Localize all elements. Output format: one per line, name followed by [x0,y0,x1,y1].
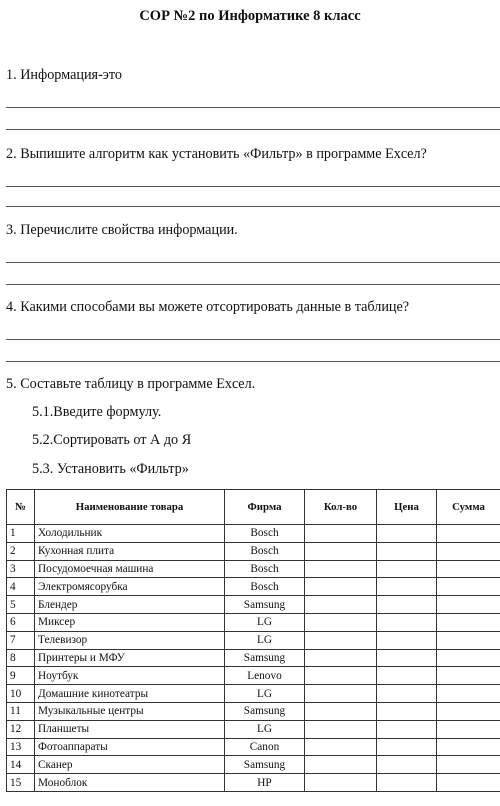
header-product-name: Наименование товара [35,490,225,525]
question-2: 2. Выпишите алгоритм как установить «Фильтр» в программе Excел? [6,146,427,162]
row-quantity [305,613,377,631]
row-sum [437,702,500,720]
row-firm: LG [225,720,305,738]
row-sum [437,596,500,614]
row-price [377,649,437,667]
row-product-name: Телевизор [35,631,225,649]
table-row [7,560,500,578]
row-quantity [305,631,377,649]
table-row [7,738,500,756]
row-price [377,756,437,774]
row-price [377,774,437,792]
row-number: 3 [7,560,35,578]
row-number: 9 [7,667,35,685]
row-quantity [305,720,377,738]
table-row [7,667,500,685]
answer-line [6,284,500,285]
subtask-5-1: 5.1.Введите формулу. [32,404,162,420]
row-sum [437,649,500,667]
row-number: 2 [7,542,35,560]
row-price [377,613,437,631]
row-sum [437,756,500,774]
row-quantity [305,667,377,685]
row-firm: Bosch [225,525,305,543]
row-sum [437,631,500,649]
row-firm: Lenovo [225,667,305,685]
row-sum [437,613,500,631]
row-number: 1 [7,525,35,543]
row-quantity [305,756,377,774]
row-price [377,525,437,543]
row-price [377,596,437,614]
row-product-name: Электромясорубка [35,578,225,596]
row-sum [437,685,500,703]
row-price [377,685,437,703]
row-firm: Bosch [225,560,305,578]
table-row [7,613,500,631]
answer-line [6,186,500,187]
row-sum [437,774,500,792]
answer-line [6,361,500,362]
row-number: 10 [7,685,35,703]
table-row [7,685,500,703]
row-product-name: Миксер [35,613,225,631]
row-product-name: Блендер [35,596,225,614]
row-number: 8 [7,649,35,667]
table-row [7,649,500,667]
row-product-name: Кухонная плита [35,542,225,560]
row-sum [437,720,500,738]
question-1: 1. Информация-это [6,67,123,83]
row-product-name: Сканер [35,756,225,774]
row-firm: LG [225,631,305,649]
row-price [377,738,437,756]
row-firm: Bosch [225,542,305,560]
row-number: 13 [7,738,35,756]
subtask-5-3: 5.3. Установить «Фильтр» [32,461,189,477]
row-number: 12 [7,720,35,738]
row-firm: Samsung [225,596,305,614]
row-number: 5 [7,596,35,614]
row-quantity [305,702,377,720]
row-product-name: Домашние кинотеатры [35,685,225,703]
row-number: 7 [7,631,35,649]
row-firm: LG [225,685,305,703]
answer-line [6,107,500,108]
row-firm: Samsung [225,756,305,774]
row-sum [437,578,500,596]
table-row [7,756,500,774]
table-row [7,596,500,614]
row-price [377,667,437,685]
answer-line [6,129,500,130]
row-quantity [305,649,377,667]
products-table [6,489,500,792]
table-row [7,774,500,792]
header-price: Цена [377,490,437,525]
subtask-5-2: 5.2.Сортировать от А до Я [32,432,192,448]
row-sum [437,560,500,578]
row-product-name: Холодильник [35,525,225,543]
document-title: СОР №2 по Информатике 8 класс [139,8,361,24]
row-quantity [305,525,377,543]
row-number: 14 [7,756,35,774]
header-quantity: Кол-во [305,490,377,525]
row-product-name: Принтеры и МФУ [35,649,225,667]
row-number: 11 [7,702,35,720]
row-product-name: Музыкальные центры [35,702,225,720]
table-row [7,525,500,543]
row-product-name: Посудомоечная машина [35,560,225,578]
row-product-name: Ноутбук [35,667,225,685]
row-quantity [305,578,377,596]
row-number: 4 [7,578,35,596]
header-sum: Сумма [437,490,500,525]
row-price [377,578,437,596]
question-4: 4. Какими способами вы можете отсортировать данные в таблице? [6,299,410,315]
row-price [377,631,437,649]
table-row [7,720,500,738]
row-quantity [305,596,377,614]
row-firm: Samsung [225,702,305,720]
answer-line [6,206,500,207]
row-sum [437,542,500,560]
row-price [377,542,437,560]
row-quantity [305,738,377,756]
row-firm: Samsung [225,649,305,667]
row-firm: Canon [225,738,305,756]
row-quantity [305,542,377,560]
table-row [7,631,500,649]
row-product-name: Планшеты [35,720,225,738]
row-quantity [305,774,377,792]
answer-line [6,262,500,263]
question-5: 5. Составьте таблицу в программе Excел. [6,376,256,392]
row-price [377,720,437,738]
header-number: № [7,490,35,525]
row-sum [437,525,500,543]
answer-line [6,339,500,340]
row-quantity [305,560,377,578]
row-product-name: Фотоаппараты [35,738,225,756]
header-firm: Фирма [225,490,305,525]
row-product-name: Моноблок [35,774,225,792]
table-row [7,542,500,560]
row-firm: LG [225,613,305,631]
table-header-row [7,490,500,525]
row-sum [437,738,500,756]
row-price [377,560,437,578]
table-row [7,702,500,720]
row-number: 6 [7,613,35,631]
table-row [7,578,500,596]
row-price [377,702,437,720]
row-firm: Bosch [225,578,305,596]
row-number: 15 [7,774,35,792]
row-quantity [305,685,377,703]
row-firm: HP [225,774,305,792]
row-sum [437,667,500,685]
question-3: 3. Перечислите свойства информации. [6,222,238,238]
